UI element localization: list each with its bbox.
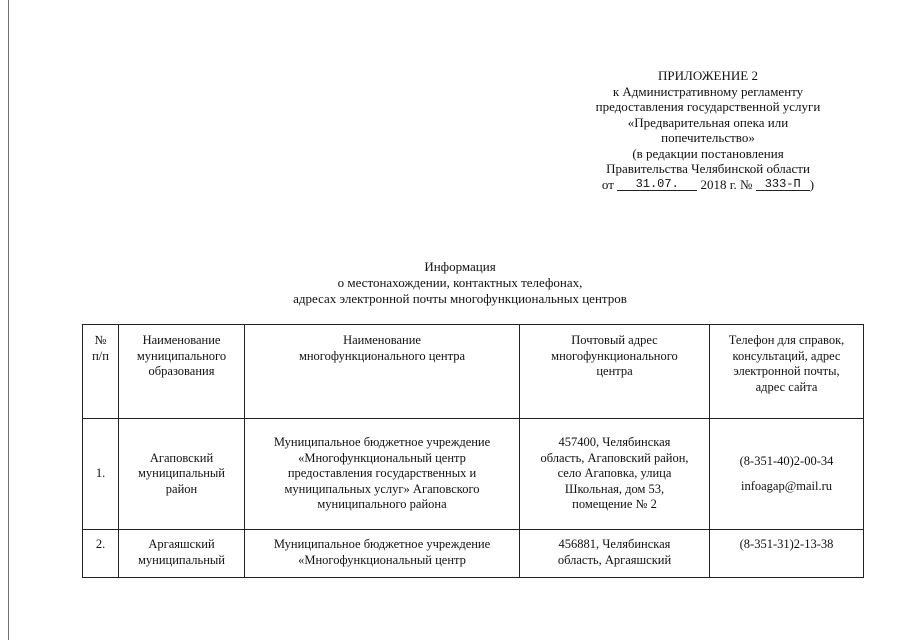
appendix-header	[560, 68, 856, 193]
row-number: 1.	[83, 419, 119, 530]
subtitle-line: о местонахождении, контактных телефонах,	[337, 275, 583, 290]
header-center-name: Наименование многофункционального центра	[245, 325, 520, 419]
appendix-line: «Предварительная опека или	[627, 114, 789, 130]
date-prefix: от	[601, 176, 614, 192]
resolution-date: 31.07.	[617, 178, 697, 191]
center-name: Муниципальное бюджетное учреждение «Многофункциональный центр предоставления государственных и муниципальных услуг» Агаповского муниципального района	[245, 419, 520, 530]
resolution-number: 333-П	[756, 178, 810, 191]
phone-number: (8-351-31)2-13-38	[739, 537, 834, 551]
page-edge-line	[8, 0, 9, 640]
phone-number: (8-351-40)2-00-34	[739, 453, 834, 468]
table-header-row	[83, 325, 864, 419]
row-number: 2.	[83, 530, 119, 578]
title-line: Информация	[424, 259, 496, 274]
contacts	[710, 530, 864, 578]
subtitle-line: адресах электронной почты многофункциональных центров	[293, 291, 627, 306]
contacts	[710, 419, 864, 530]
table-row	[83, 419, 864, 530]
document-title	[200, 259, 720, 307]
postal-address: 456881, Челябинская область, Аргаяшский	[520, 530, 710, 578]
resolution-year: 2018 г. №	[700, 176, 753, 192]
municipality-name: Аргаяшский муниципальный	[119, 530, 245, 578]
header-address: Почтовый адрес многофункционального центра	[520, 325, 710, 419]
appendix-line: ПРИЛОЖЕНИЕ 2	[658, 68, 758, 83]
appendix-line: попечительство»	[661, 130, 755, 145]
appendix-line: к Административному регламенту	[612, 83, 804, 99]
header-municipality: Наименование муниципального образования	[119, 325, 245, 419]
postal-address: 457400, Челябинская область, Агаповский район, село Агаповка, улица Школьная, дом 53, помещение № 2	[520, 419, 710, 530]
center-name: Муниципальное бюджетное учреждение «Многофункциональный центр	[245, 530, 520, 578]
mfc-table	[82, 324, 864, 578]
table-row	[83, 530, 864, 578]
email-address: infoagap@mail.ru	[741, 479, 832, 493]
appendix-date-line	[560, 177, 856, 193]
close-paren: )	[809, 176, 815, 192]
header-number: № п/п	[83, 325, 119, 419]
appendix-line: Правительства Челябинской области	[606, 161, 810, 176]
appendix-line: (в редакции постановления	[632, 145, 784, 161]
header-contacts: Телефон для справок, консультаций, адрес электронной почты, адрес сайта	[710, 325, 864, 419]
municipality-name: Агаповский муниципальный район	[119, 419, 245, 530]
appendix-line: предоставления государственной услуги	[595, 99, 821, 114]
